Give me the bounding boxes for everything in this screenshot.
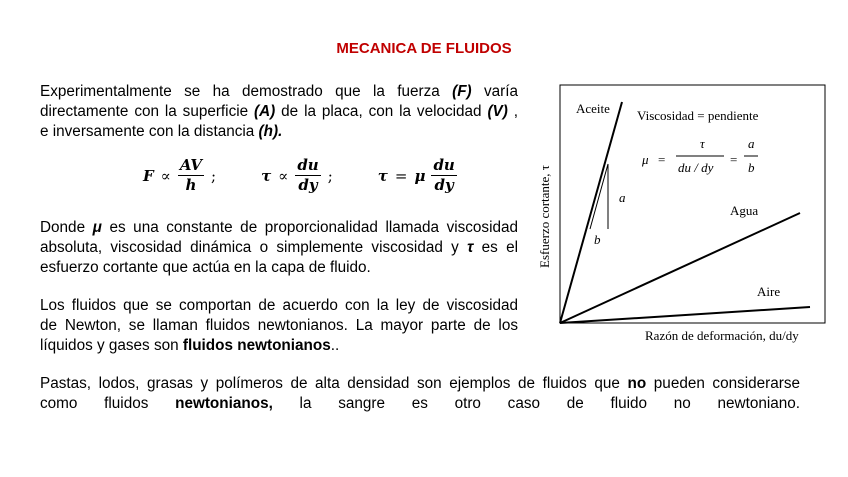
paragraph-newtonian-fluids: Los fluidos que se comportan de acuerdo con la ley de viscosidad de Newton, se llaman fluidos newtonianos. La mayor parte de los líquidos y gases son fluidos newtonianos.. [40,297,518,354]
formula-eq1: = [658,152,666,167]
formula-eq2: = [730,152,738,167]
paragraph-non-newtonian: Pastas, lodos, grasas y polímeros de alta densidad son ejemplos de fluidos que no pueden considerarse como fluidos newtonianos, la sangre es otro caso de fluido no newtoniano. [40,375,800,412]
formula-newton-viscosity: τ = μ $\frac{du}{dy}$ [377,156,455,194]
x-axis-label: Razón de deformación, du/dy [645,328,799,343]
viscosity-diagram [530,84,830,354]
formula-row [140,156,498,195]
label-triangle-b: b [594,232,601,247]
formula-tau: τ [700,136,705,151]
viscosity-diagram-svg [530,84,830,354]
page-title: MECANICA DE FLUIDOS [336,40,512,57]
label-viscosity-slope: Viscosidad = pendiente [637,108,759,123]
label-aire: Aire [757,284,781,299]
formula-du-dy: du / dy [678,160,714,175]
line-aceite [560,102,622,323]
label-triangle-a: a [619,190,626,205]
line-agua [560,213,800,323]
formula-mu: μ [642,152,649,167]
label-agua: Agua [730,203,759,218]
paragraph-viscosity-definition: Donde μ es una constante de proporcionalidad llamada viscosidad absoluta, viscosidad dinámica o simplemente viscosidad y τ es el esfuerzo cortante que actúa en la capa de fluido. [40,219,519,276]
formula-force: F ∝ $\frac{AV}{h}$ ; [143,156,217,194]
formula-b: b [748,160,755,175]
label-aceite: Aceite [576,101,610,116]
formula-shear-proportional: τ ∝ $\frac{du}{dy}$ ; [261,156,333,194]
slope-triangle [590,164,608,229]
paragraph-force-relation: Experimentalmente se ha demostrado que la fuerza (F) varía directamente con la superficie (A) de la placa, con la velocidad (V) , e inversamente con la distancia (h). [40,83,518,140]
formula-a: a [748,136,755,151]
line-aire [560,307,810,323]
y-axis-label: Esfuerzo cortante, τ [537,164,552,268]
